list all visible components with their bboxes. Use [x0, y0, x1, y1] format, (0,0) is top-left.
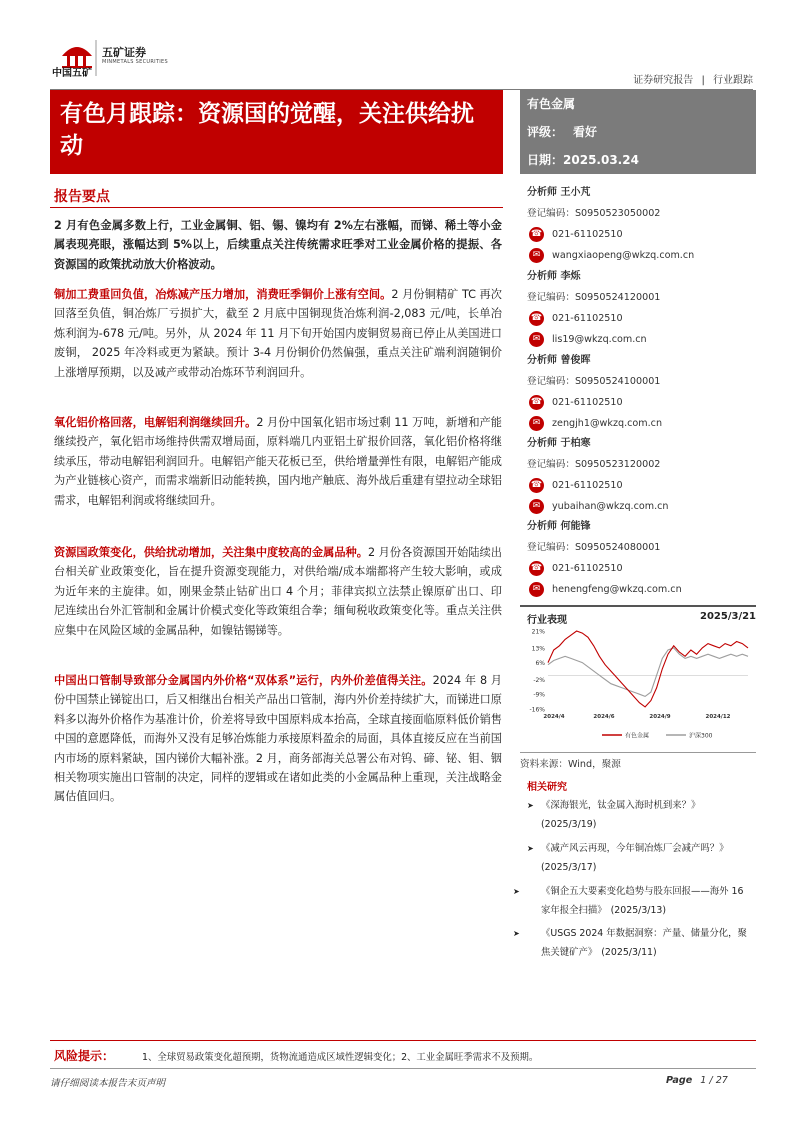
- arrow-icon: ➤: [527, 844, 534, 853]
- report-type: 证券研究报告: [633, 75, 694, 86]
- performance-date: 2025/3/21: [700, 611, 757, 622]
- analyst-card: [527, 350, 757, 434]
- email-icon: ✉: [529, 499, 544, 514]
- x-tick-label: 2024/9: [649, 714, 671, 720]
- phone-icon: ☎: [529, 395, 544, 410]
- intro-paragraph: 2 月有色金属多数上行，工业金属铜、铝、锡、镍均有 2%左右涨幅，而锑、稀土等小金属表现亮眼，涨幅达到 5%以上，后续重点关注传统需求旺季对工业金属价格的提振、各资源国的政策扰动放大价格波动。: [54, 219, 502, 271]
- title-band: [50, 90, 503, 174]
- logo-text-en: MINMETALS SECURITIES: [102, 59, 168, 65]
- analyst-phone: 021-61102510: [552, 563, 623, 574]
- analyst-reg: 登记编码：S0950524100001: [527, 376, 661, 387]
- chart-source: 资料来源：Wind，聚源: [520, 759, 621, 770]
- analyst-email[interactable]: yubaihan@wkzq.com.cn: [552, 501, 669, 512]
- arrow-icon: ➤: [513, 887, 520, 896]
- analyst-phone: 021-61102510: [552, 480, 623, 491]
- analyst-email[interactable]: zengjh1@wkzq.com.cn: [552, 418, 663, 429]
- performance-title: 行业表现: [527, 615, 567, 626]
- y-tick-label: 6%: [535, 660, 545, 668]
- analyst-email-row: [527, 329, 757, 350]
- analyst-name: 分析师 何能锋: [527, 521, 591, 532]
- y-tick-label: -2%: [533, 676, 545, 684]
- risk-label: 风险提示：: [54, 1049, 115, 1063]
- related-item[interactable]: ➤ 《USGS 2024 年数据洞察：产量、储量分化，聚焦关键矿产》 (2025/3/11): [527, 924, 755, 962]
- footer-disclaimer: 请仔细阅读本报告末页声明: [50, 1078, 166, 1089]
- analyst-reg: 登记编码：S0950523050002: [527, 208, 661, 219]
- legend-label: 沪深300: [689, 732, 713, 740]
- analyst-email-row: [527, 496, 757, 517]
- analyst-card: [527, 516, 757, 600]
- analyst-reg: 登记编码：S0950524080001: [527, 542, 661, 553]
- section-highlight: 资源国政策变化，供给扰动增加，关注集中度较高的金属品种。: [54, 546, 368, 559]
- email-icon: ✉: [529, 332, 544, 347]
- analyst-email-row: [527, 245, 757, 266]
- analyst-phone: 021-61102510: [552, 313, 623, 324]
- email-icon: ✉: [529, 416, 544, 431]
- phone-icon: ☎: [529, 478, 544, 493]
- related-heading: 相关研究: [527, 782, 567, 793]
- email-icon: ✉: [529, 248, 544, 263]
- section-aluminum: [54, 413, 502, 510]
- page-number: Page 1 / 27: [666, 1075, 728, 1086]
- risk-divider: [50, 1040, 756, 1041]
- performance-chart: [520, 625, 756, 747]
- related-item[interactable]: ➤ 《铜企五大要素变化趋势与股东回报——海外 16 家年报全扫描》 (2025/3/13): [527, 882, 755, 920]
- section-body: 2 月份铜精矿 TC 再次回落至负值，铜冶炼厂亏损扩大，截至 2 月底中国铜现货冶炼利润-2,083 元/吨，长单冶炼利润为-678 元/吨。另外，从 2024 年 11 月下旬开始国内废铜贸易商已停止从美国进口废铜， 2025 年冷料或更为紧缺。预计 3-4 月份铜价仍然偏强，重点关注矿端利润随铜价上涨增厚预期，以及减产或带动冶炼环节利润回升。: [54, 288, 502, 379]
- header-separator: |: [701, 75, 705, 86]
- analyst-phone: 021-61102510: [552, 229, 623, 240]
- info-band: [520, 90, 756, 174]
- analyst-card: [527, 182, 757, 266]
- logo-text-cn: 中国五矿: [52, 68, 92, 79]
- arrow-icon: ➤: [527, 801, 534, 810]
- report-type-header: [633, 71, 753, 86]
- date-row: 日期：2025.03.24: [527, 153, 639, 167]
- summary-heading: 报告要点: [54, 189, 110, 205]
- series-line-nonferrous: [548, 631, 748, 707]
- analyst-phone-row: [527, 392, 757, 413]
- phone-icon: ☎: [529, 227, 544, 242]
- related-item[interactable]: ➤ 《深海银光，钛金属入海时机到来？》 (2025/3/19): [527, 796, 755, 834]
- section-highlight: 中国出口管制导致部分金属国内外价格“双体系”运行，内外价差值得关注。: [54, 674, 433, 687]
- section-highlight: 氧化铝价格回落，电解铝利润继续回升。: [54, 416, 257, 429]
- series-line-hs300: [548, 648, 748, 697]
- section-highlight: 铜加工费重回负值，冶炼减产压力增加，消费旺季铜价上涨有空间。: [54, 288, 392, 301]
- related-item[interactable]: ➤ 《减产风云再现，今年铜冶炼厂会减产吗？》 (2025/3/17): [527, 839, 755, 877]
- x-tick-label: 2024/12: [705, 714, 731, 720]
- email-icon: ✉: [529, 582, 544, 597]
- analyst-email-row: [527, 579, 757, 600]
- section-copper: [54, 285, 502, 382]
- analyst-email[interactable]: henengfeng@wkzq.com.cn: [552, 584, 682, 595]
- analyst-email[interactable]: wangxiaopeng@wkzq.com.cn: [552, 250, 695, 261]
- rating-row: 评级： 看好: [527, 125, 598, 139]
- x-tick-label: 2024/6: [593, 714, 615, 720]
- report-category: 行业跟踪: [713, 75, 753, 86]
- section-body: 2 月份各资源国开始陆续出台相关矿业政策变化，旨在提升资源变现能力，对供给端/成本端都将产生较大影响，或成为近年来的主旋律。如，刚果金禁止钴矿出口 4 个月；菲律宾拟立法禁止镍原矿出口、印尼连续出台外汇管制和金属计价模式变化等政策组合拳；缅甸税收政策变化等。重点关注供应集中在风险区域的金属品种，如镍钴锡锑等。: [54, 546, 502, 637]
- y-tick-label: 13%: [531, 645, 545, 653]
- analyst-name: 分析师 于柏寒: [527, 438, 591, 449]
- footer-divider: [50, 1068, 756, 1069]
- analyst-name: 分析师 王小芃: [527, 187, 591, 198]
- arrow-icon: ➤: [513, 929, 520, 938]
- y-tick-label: -9%: [533, 691, 545, 699]
- phone-icon: ☎: [529, 561, 544, 576]
- section-body: 2 月份中国氧化铝市场过剩 11 万吨，新增和产能继续投产，氧化铝市场维持供需双增局面，原料端几内亚铝土矿报价回落，氧化铝价格将继续承压，带动电解铝利润回升。电解铝产能天花板已至，供给增量弹性有限，电解铝产能成为产业链核心资产，而需求端新旧动能转换，国内地产触底、海外战后重建有望拉动全球铝需求，电解铝利润或将继续回升。: [54, 416, 502, 507]
- analyst-card: [527, 433, 757, 517]
- risk-text: 1、全球贸易政策变化超预期，货物流通造成区域性逻辑变化；2、工业金属旺季需求不及预期。: [142, 1052, 539, 1063]
- y-tick-label: -16%: [529, 706, 545, 714]
- report-date: 2025.03.24: [563, 153, 639, 167]
- section-policy: [54, 543, 502, 640]
- section-body: 2024 年 8 月份中国禁止锑锭出口，后又相继出台相关产品出口管制，海内外价差持续扩大，而锑进口原料多以海外价格作为基准计价，价差将导致中国原料成本抬高，全球直接面临原料低价销售中国的意愿降低，而海外又没有足够冶炼能力承接原料盈余的局面，具体直接反应在当前国内市场的原料紧缺，国内锑价大幅补涨。2 月，商务部海关总署公布对钨、碲、铋、钼、铟相关物项实施出口管制的决定，同样的逻辑或在诸如此类的小金属品种上重现，关注战略金属估值回归。: [54, 674, 502, 804]
- analyst-name: 分析师 曾俊晖: [527, 355, 591, 366]
- summary-divider: [50, 207, 503, 208]
- analyst-phone: 021-61102510: [552, 397, 623, 408]
- logo-brand: 五矿证券: [102, 46, 146, 59]
- analyst-phone-row: [527, 224, 757, 245]
- phone-icon: ☎: [529, 311, 544, 326]
- analyst-email-row: [527, 413, 757, 434]
- industry-name: 有色金属: [527, 97, 576, 111]
- analyst-reg: 登记编码：S0950523120002: [527, 459, 661, 470]
- analyst-card: [527, 266, 757, 350]
- analyst-email[interactable]: lis19@wkzq.com.cn: [552, 334, 647, 345]
- legend-label: 有色金属: [625, 732, 650, 740]
- section-export-control: [54, 671, 502, 807]
- analyst-name: 分析师 李烁: [527, 271, 581, 282]
- analyst-phone-row: [527, 308, 757, 329]
- report-title: 有色月跟踪：资源国的觉醒，关注供给扰动: [60, 101, 474, 159]
- rating-value: 看好: [573, 125, 598, 139]
- y-tick-label: 21%: [531, 628, 545, 636]
- x-tick-label: 2024/4: [543, 714, 565, 720]
- analyst-phone-row: [527, 475, 757, 496]
- analyst-phone-row: [527, 558, 757, 579]
- analyst-reg: 登记编码：S0950524120001: [527, 292, 661, 303]
- company-logo: [50, 36, 190, 80]
